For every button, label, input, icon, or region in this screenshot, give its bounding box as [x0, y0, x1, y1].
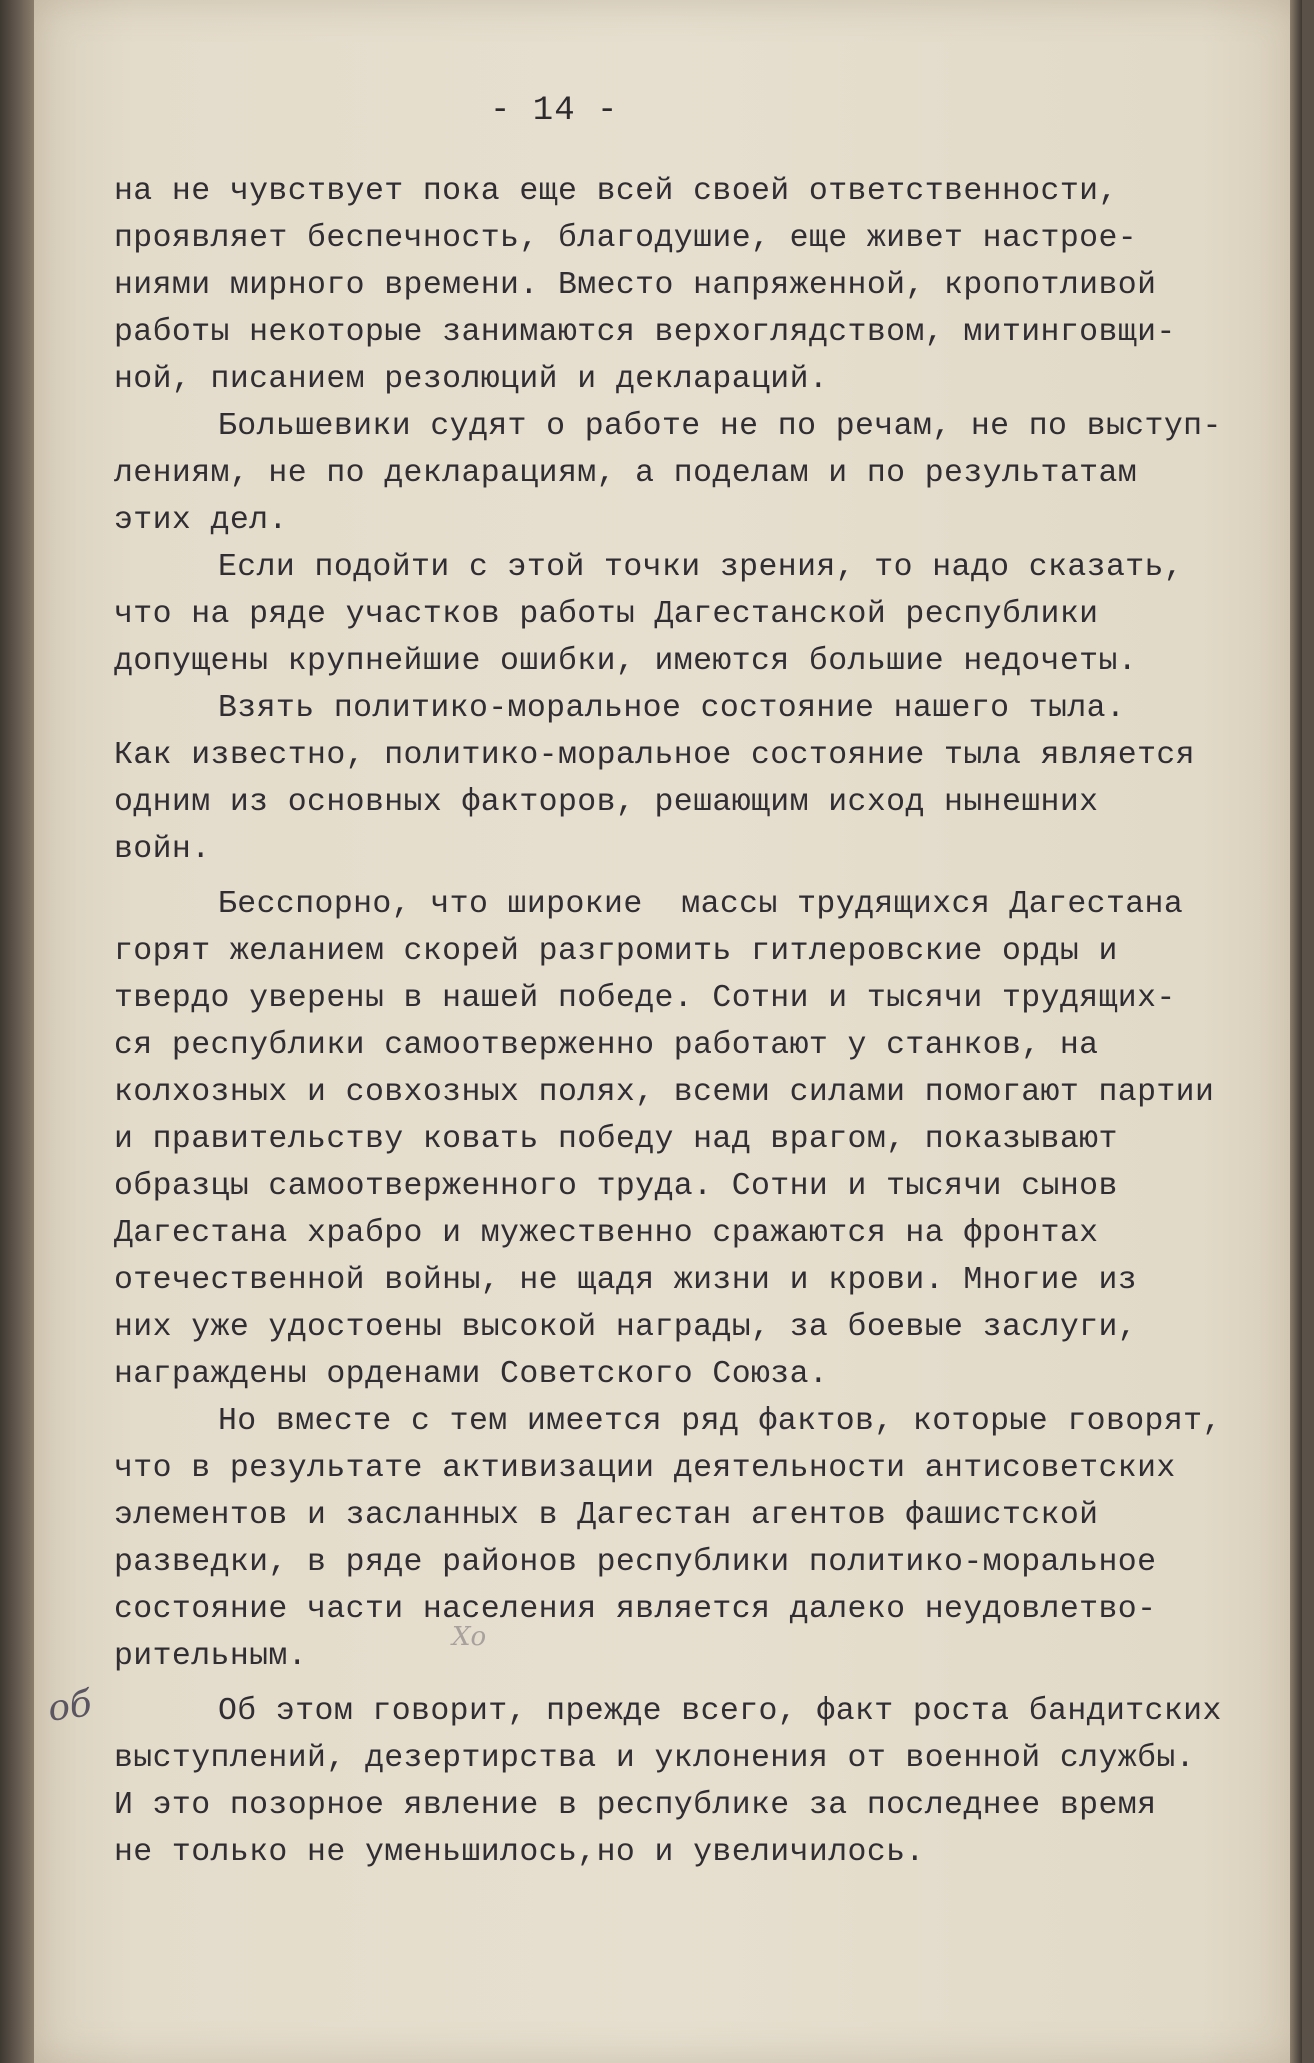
text-line: Взять политико-моральное состояние нашего тыла. [218, 691, 1126, 726]
handwritten-margin-note: об [45, 1683, 95, 1730]
text-line: что в результате активизации деятельности антисоветских [114, 1451, 1176, 1486]
text-line: войн. [114, 832, 211, 867]
text-line: Как известно, политико-моральное состояние тыла является [114, 738, 1195, 773]
text-line: горят желанием скорей разгромить гитлеровские орды и [114, 934, 1118, 969]
text-line: элементов и засланных в Дагестан агентов фашистской [114, 1498, 1099, 1533]
binding-edge [0, 0, 34, 2063]
text-line: Но вместе с тем имеется ряд фактов, которые говорят, [218, 1404, 1222, 1439]
text-line: них уже удостоены высокой награды, за боевые заслуги, [114, 1310, 1138, 1345]
text-line: работы некоторые занимаются верхоглядством, митинговщи- [114, 315, 1176, 350]
text-line: одним из основных факторов, решающим исход нынешних [114, 785, 1099, 820]
text-line: состояние части населения является далеко неудовлетво- [114, 1592, 1157, 1627]
page-number: - 14 - [490, 92, 619, 130]
text-line: и правительству ковать победу над врагом, показывают [114, 1122, 1118, 1157]
text-line: проявляет беспечность, благодушие, еще живет настрое- [114, 221, 1138, 256]
text-line: на не чувствует пока еще всей своей ответственности, [114, 174, 1118, 209]
document-body [114, 168, 1294, 1876]
text-line: образцы самоотверженного труда. Сотни и тысячи сынов [114, 1169, 1118, 1204]
text-line: награждены орденами Советского Союза. [114, 1357, 829, 1392]
text-line: Если подойти с этой точки зрения, то надо сказать, [218, 550, 1184, 585]
text-line: допущены крупнейшие ошибки, имеются большие недочеты. [114, 644, 1138, 679]
text-line: разведки, в ряде районов республики политико-моральное [114, 1545, 1157, 1580]
text-line: ной, писанием резолюций и деклараций. [114, 362, 829, 397]
text-line: что на ряде участков работы Дагестанской республики [114, 597, 1099, 632]
text-line: Бесспорно, что широкие массы трудящихся Дагестана [218, 887, 1184, 922]
text-line: лениям, не по декларациям, а поделам и по результатам [114, 456, 1138, 491]
text-line: Большевики судят о работе не по речам, не по выступ- [218, 409, 1222, 444]
faint-pencil-mark: Хо [452, 1622, 487, 1652]
text-line: ся республики самоотверженно работают у станков, на [114, 1028, 1099, 1063]
text-line: рительным. [114, 1639, 308, 1674]
text-line: Об этом говорит, прежде всего, факт роста бандитских [218, 1694, 1222, 1729]
text-line: отечественной войны, не щадя жизни и крови. Многие из [114, 1263, 1138, 1298]
text-line: И это позорное явление в республике за последнее время [114, 1788, 1157, 1823]
text-line: Дагестана храбро и мужественно сражаются на фронтах [114, 1216, 1099, 1251]
text-line: не только не уменьшилось,но и увеличилось. [114, 1835, 925, 1870]
text-line: ниями мирного времени. Вместо напряженной, кропотливой [114, 268, 1157, 303]
text-line: твердо уверены в нашей победе. Сотни и тысячи трудящих- [114, 981, 1176, 1016]
text-line: колхозных и совхозных полях, всеми силами помогают партии [114, 1075, 1215, 1110]
text-line: этих дел. [114, 503, 288, 538]
text-line: выступлений, дезертирства и уклонения от военной службы. [114, 1741, 1195, 1776]
